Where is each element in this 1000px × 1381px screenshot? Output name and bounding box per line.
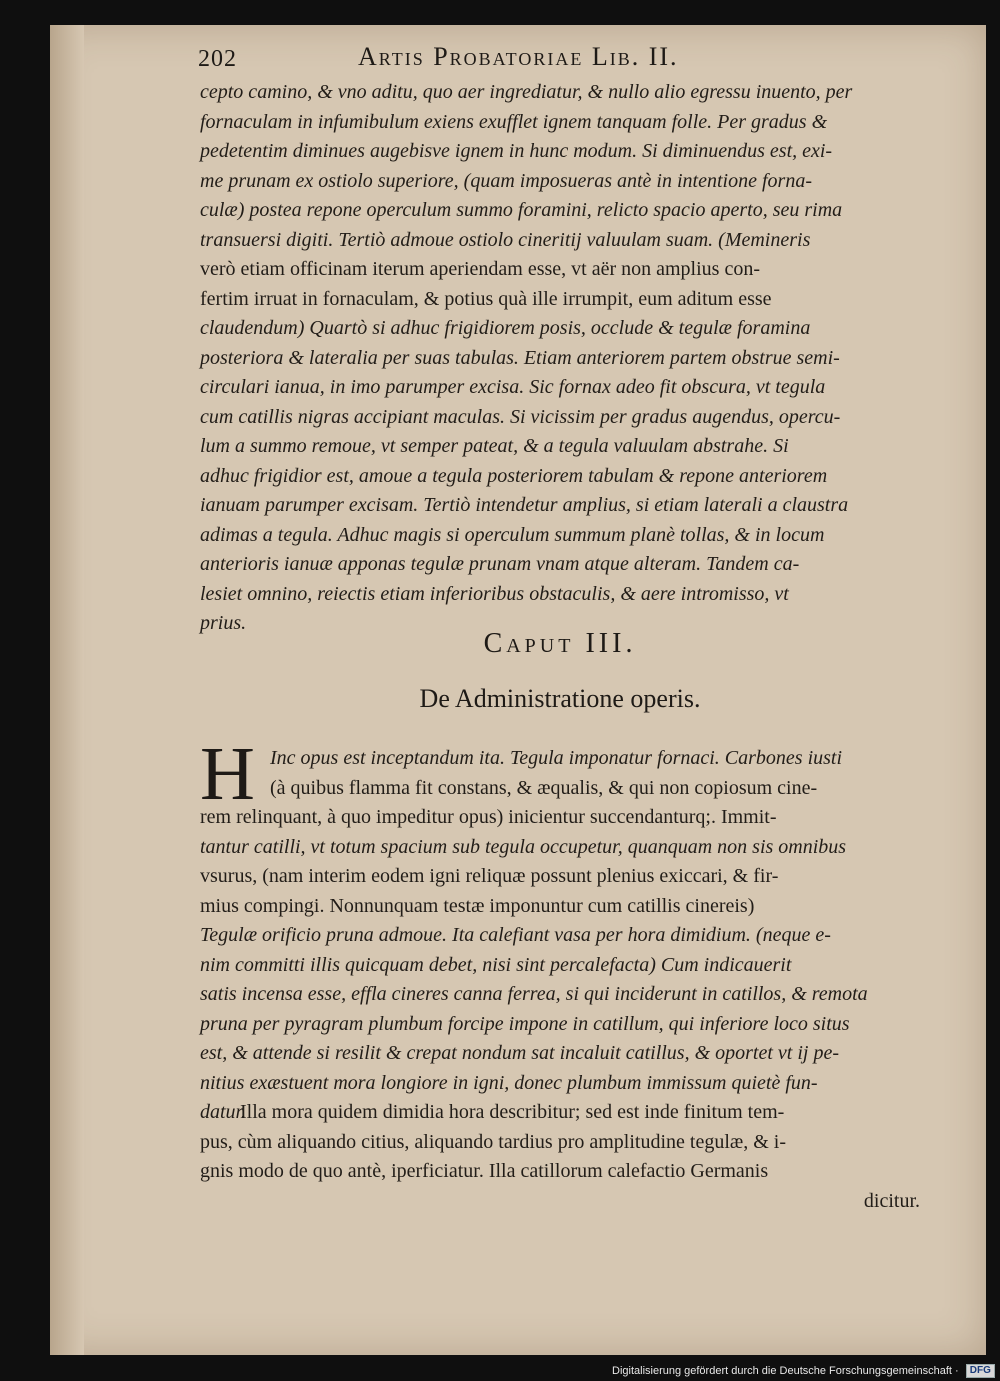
text-line: datur. bbox=[200, 1101, 247, 1123]
text-line: posteriora & lateralia per suas tabulas. Etiam anteriorem partem obstrue semi- bbox=[200, 346, 840, 369]
text-line: claudendum) Quartò si adhuc frigidiorem posis, occlude & tegulæ foramina bbox=[200, 317, 811, 339]
text-line: tantur catilli, vt totum spacium sub tegula occupetur, quanquam non sis omnibus bbox=[200, 835, 847, 858]
running-title: Artis Probatoriae Lib. II. bbox=[358, 42, 679, 71]
page-header bbox=[198, 40, 838, 80]
text-line: fornaculam in infumibulum exiens exufflet ignem tanquam folle. Per gradus & bbox=[200, 110, 828, 133]
footer-credit: Digitalisierung gefördert durch die Deutsche Forschungsgemeinschaft · bbox=[612, 1364, 959, 1377]
text-line: rem relinquant, à quo impeditur opus) inicientur succendanturq;. Immit- bbox=[200, 806, 777, 828]
text-line: ianuam parumper excisam. Tertiò intendetur amplius, si etiam laterali a claustra bbox=[200, 494, 849, 516]
text-line: dicitur. bbox=[863, 1189, 920, 1212]
text-line: adhuc frigidior est, amoue a tegula posteriorem tabulam & repone anteriorem bbox=[200, 464, 828, 487]
text-line: prius. bbox=[200, 612, 247, 634]
text-line: nim committi illis quicquam debet, nisi sint percalefacta) Cum indicauerit bbox=[200, 953, 792, 976]
text-line: Illa mora quidem dimidia hora describitur; sed est inde finitum tem- bbox=[240, 1101, 785, 1123]
text-line: culæ) postea repone operculum summo foramini, relicto spacio aperto, seu rima bbox=[200, 199, 843, 221]
paragraph-2 bbox=[200, 1098, 920, 1216]
text-line: cepto camino, & vno aditu, quo aer ingrediatur, & nullo alio egressu inuento, per bbox=[200, 81, 853, 103]
drop-cap: H bbox=[200, 732, 255, 816]
text-line: gnis modo de quo antè, iperficiatur. Illa catillorum calefactio Germanis bbox=[200, 1160, 769, 1182]
text-line: lesiet omnino, reiectis etiam inferioribus obstaculis, & aere intromisso, vt bbox=[200, 582, 789, 605]
text-line: Inc opus est inceptandum ita. Tegula imponatur fornaci. Carbones iusti bbox=[270, 747, 843, 769]
text-line: adimas a tegula. Adhuc magis si operculum summum planè tollas, & in locum bbox=[200, 523, 825, 546]
text-line: cum catillis nigras accipiant maculas. Si vicissim per gradus augendus, opercu- bbox=[200, 405, 841, 428]
text-line: Tegulæ orificio pruna admoue. Ita calefiant vasa per hora dimidium. (neque e- bbox=[200, 924, 831, 946]
paragraph-1 bbox=[200, 732, 920, 1128]
text-line: pus, cùm aliquando citius, aliquando tardius pro amplitudine tegulæ, & i- bbox=[200, 1130, 787, 1153]
text-line: transuersi digiti. Tertiò admoue ostiolo cineritij valuulam suam. (Memineris bbox=[200, 228, 811, 251]
text-line: me prunam ex ostiolo superiore, (quam imposueras antè in intentione forna- bbox=[200, 169, 812, 192]
text-line: (à quibus flamma fit constans, & æqualis, & qui non copiosum cine- bbox=[270, 776, 818, 799]
text-line: vsurus, (nam interim eodem igni reliquæ possunt plenius exiccari, & fir- bbox=[200, 865, 779, 887]
text-line: est, & attende si resilit & crepat nondum sat incaluit catillus, & oportet vt ij pe- bbox=[200, 1042, 840, 1064]
page-number: 202 bbox=[198, 46, 237, 72]
text-line: pedetentim diminues augebisve ignem in hunc modum. Si diminuendus est, exi- bbox=[200, 140, 833, 162]
text-line: verò etiam officinam iterum aperiendam esse, vt aër non amplius con- bbox=[200, 258, 760, 280]
text-line: circulari ianua, in imo parumper excisa. Sic fornax adeo fit obscura, vt tegula bbox=[200, 376, 826, 398]
text-line: mius compingi. Nonnunquam testæ imponuntur cum catillis cinereis) bbox=[200, 894, 755, 917]
text-line: fertim irruat in fornaculam, & potius quà ille irrumpit, eum aditum esse bbox=[200, 287, 772, 310]
text-line: anterioris ianuæ apponas tegulæ prunam vnam atque alteram. Tandem ca- bbox=[200, 553, 800, 575]
text-line: pruna per pyragram plumbum forcipe impone in catillum, qui inferiore loco situs bbox=[200, 1012, 850, 1035]
digitization-footer bbox=[612, 1364, 995, 1380]
chapter-heading: Caput III. bbox=[483, 628, 637, 659]
dfg-logo: DFG bbox=[966, 1364, 995, 1378]
page-gutter-shadow bbox=[50, 25, 84, 1355]
text-block-continuation bbox=[200, 78, 920, 639]
text-line: satis incensa esse, effla cineres canna ferrea, si qui inciderunt in catillos, & remota bbox=[200, 983, 868, 1005]
text-line: nitius exæstuent mora longiore in igni, donec plumbum immissum quietè fun- bbox=[200, 1071, 818, 1094]
text-line: lum a summo remoue, vt semper pateat, & a tegula valuulam abstrahe. Si bbox=[200, 435, 789, 457]
chapter-subtitle: De Administratione operis. bbox=[419, 684, 701, 713]
